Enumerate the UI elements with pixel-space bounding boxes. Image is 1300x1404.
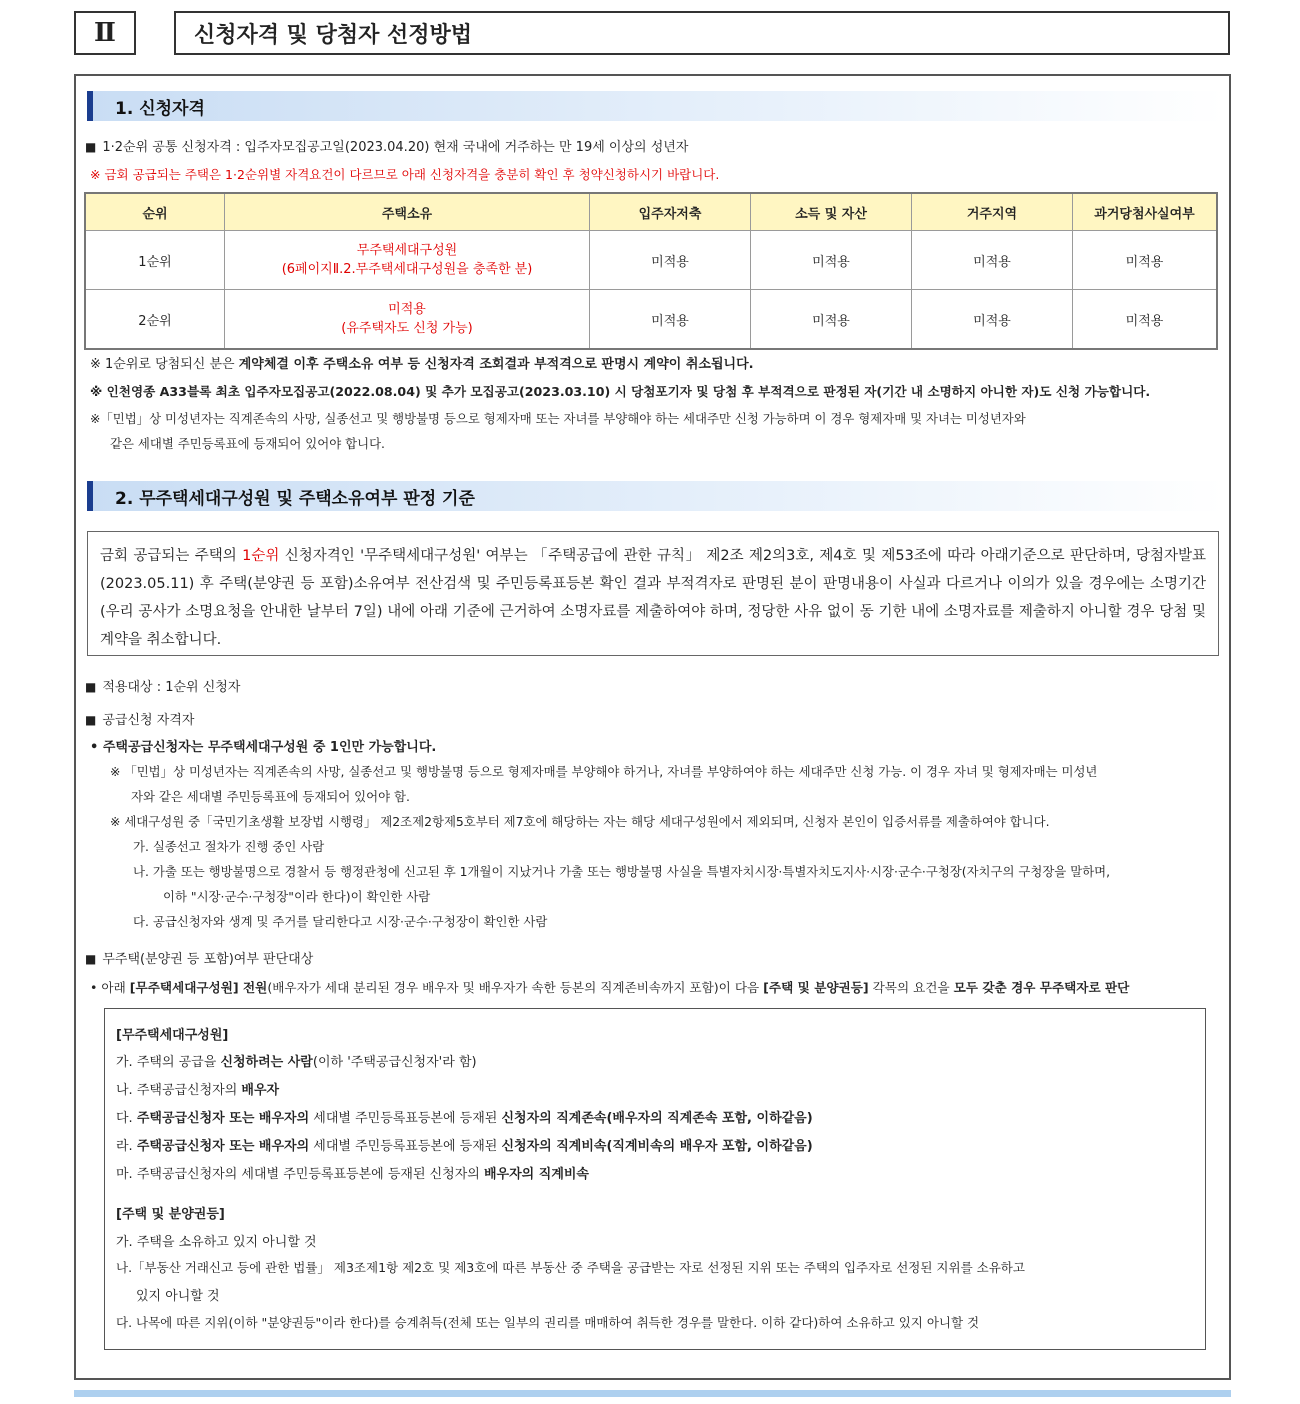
- header-residence: 거주지역: [912, 193, 1073, 231]
- ownership-line1: 무주택세대구성원: [356, 243, 458, 258]
- criteria-intro-box: [87, 531, 1219, 656]
- nohouse-title-text: 무주택(분양권 등 포함)여부 판단대상: [102, 952, 314, 967]
- intro-b: 신청자격인 '무주택세대구성원' 여부는 「주택공급에 관한 규칙」 제2조 제2의3호, 제4호 및 제53조에 따라 아래기준으로 판단하며, 당첨자발표(2023.05.11) 후 주택(분양권 등 포함)소유여부 전산검색 및 주민등록표등본 확인 결과 부적격자로 판명된 분이 판명내용이 사실과 다르거나 이의가 있을 경우에는 소명기간(우리 공사가 소명요청을 안내한 날부터 7일) 내에 아래 기준에 근거하여 소명자료를 제출하여야 하며, 정당한 사유 없이 동 기한 내에 소명자료를 제출하지 아니할 경우 당첨 및 계약을 취소합니다.: [100, 548, 1207, 648]
- criteria-group1-title: [무주택세대구성원]: [116, 1028, 229, 1043]
- exclusion-ga: 가. 실종선고 절차가 진행 중인 사람: [133, 839, 325, 854]
- g1-da-a: 다.: [116, 1111, 137, 1126]
- nohouse-f: 모두 갖춘 경우 무주택자로 판단: [953, 980, 1130, 995]
- cell-ownership: [225, 290, 590, 350]
- cell-income: 미적용: [751, 290, 912, 350]
- criteria-g1-ma: [116, 1163, 589, 1182]
- note-reapply: ※ 인천영종 A33블록 최초 입주자모집공고(2022.08.04) 및 추가 모집공고(2023.03.10) 시 당첨포기자 및 당첨 후 부적격으로 판정된 자(기간 내 소명하지 아니한 자)도 신청 가능합니다.: [90, 384, 1151, 399]
- note-minor2-line1: ※ 「민법」상 미성년자는 직계존속의 사망, 실종선고 및 행방불명 등으로 형제자매를 부양해야 하거나, 자녀를 부양하여야 하는 세대주만 신청 가능. 이 경우 자녀 및 형제자매는 미성년: [110, 764, 1098, 779]
- qualified-title-text: 공급신청 자격자: [102, 713, 195, 728]
- page-title: [174, 11, 1230, 55]
- cell-income: 미적용: [751, 231, 912, 290]
- g1-ra-c: 세대별 주민등록표등본에 등재된: [309, 1139, 502, 1154]
- note-cancel: [90, 353, 754, 372]
- common-qualification-text: 1·2순위 공통 신청자격 : 입주자모집공고일(2023.04.20) 현재 국내에 거주하는 만 19세 이상의 성년자: [102, 140, 689, 155]
- nohouse-desc: [90, 977, 1129, 996]
- nohouse-e: 각목의 요건을: [868, 980, 954, 995]
- criteria-g1-da: [116, 1107, 813, 1126]
- criteria-g2-na-line2: 있지 아니할 것: [136, 1289, 220, 1304]
- exclusion-na-line2: 이하 "시장·군수·구청장"이라 한다)이 확인한 사람: [163, 889, 431, 904]
- cell-ownership: [225, 231, 590, 290]
- section1-heading: [87, 91, 1225, 121]
- table-row: [85, 290, 1217, 350]
- exclusion-na-line1: 나. 가출 또는 행방불명으로 경찰서 등 행정관청에 신고된 후 1개월이 지났거나 가출 또는 행방불명 사실을 특별자치시장·특별자치도지사·시장·군수·구청장(자치구의 구청장을 말하며,: [133, 864, 1111, 879]
- ownership-line1: 미적용: [388, 302, 426, 317]
- warning-note: ※ 금회 공급되는 주택은 1·2순위별 자격요건이 다르므로 아래 신청자격을 충분히 확인 후 청약신청하시기 바랍니다.: [90, 167, 720, 182]
- criteria-g2-da: 다. 나목에 따른 지위(이하 "분양권등"이라 한다)를 승계취득(전체 또는 일부의 권리를 매매하여 취득한 경우를 말한다. 이하 같다)하여 소유하고 있지 아니할 것: [116, 1315, 980, 1330]
- cell-savings: 미적용: [590, 290, 751, 350]
- table-header-row: [85, 193, 1217, 231]
- note-cancel-a: ※ 1순위로 당첨되신 분은: [90, 357, 239, 372]
- section2-heading: [87, 481, 1225, 511]
- cell-rank: 2순위: [85, 290, 225, 350]
- note-minor-line1: ※「민법」상 미성년자는 직계존속의 사망, 실종선고 및 행방불명 등으로 형제자매 또는 자녀를 부양해야 하는 세대주만 신청 가능하며 이 경우 형제자매 및 자녀는 미성년자와: [90, 411, 1026, 426]
- header-savings: 입주자저축: [590, 193, 751, 231]
- note-cancel-b: 계약체결 이후 주택소유 여부 등 신청자격 조회결과 부적격으로 판명시 계약이 취소됩니다.: [238, 357, 754, 372]
- intro-a: 금회 공급되는 주택의: [100, 548, 243, 564]
- bullet-one-person: • 주택공급신청자는 무주택세대구성원 중 1인만 가능합니다.: [90, 740, 437, 755]
- g1-da-d: 신청자의 직계존속(배우자의 직계존속 포함, 이하같음): [501, 1111, 813, 1126]
- section-roman-numeral: Ⅱ: [74, 11, 136, 55]
- exclusion-da: 다. 공급신청자와 생계 및 주거를 달리한다고 시장·군수·구청장이 확인한 사람: [133, 914, 548, 929]
- criteria-g2-ga: 가. 주택을 소유하고 있지 아니할 것: [116, 1235, 317, 1250]
- criteria-g1-ra: [116, 1135, 813, 1154]
- note-exclusion: ※ 세대구성원 중「국민기초생활 보장법 시행령」 제2조제2항제5호부터 제7호에 해당하는 자는 해당 세대구성원에서 제외되며, 신청자 본인이 입증서류를 제출하여야 합니다.: [110, 814, 1050, 829]
- nohouse-d: [주택 및 분양권등]: [763, 980, 869, 995]
- g1-ra-d: 신청자의 직계비속(직계비속의 배우자 포함, 이하같음): [501, 1139, 813, 1154]
- table-row: [85, 231, 1217, 290]
- cell-past-win: 미적용: [1073, 231, 1218, 290]
- criteria-g1-na: [116, 1079, 279, 1098]
- g1-da-c: 세대별 주민등록표등본에 등재된: [309, 1111, 502, 1126]
- apply-target-text: 적용대상 : 1순위 신청자: [102, 680, 241, 695]
- page-title-text: 신청자격 및 당첨자 선정방법: [194, 22, 473, 48]
- nohouse-b: [무주택세대구성원] 전원: [129, 980, 268, 995]
- g1-ma-a: 마. 주택공급신청자의 세대별 주민등록표등본에 등재된 신청자의: [116, 1167, 484, 1182]
- g1-ga-b: 신청하려는 사람: [220, 1055, 313, 1070]
- g1-ma-b: 배우자의 직계비속: [484, 1167, 589, 1182]
- note-minor-line2: 같은 세대별 주민등록표에 등재되어 있어야 합니다.: [110, 436, 385, 451]
- nohouse-a: • 아래: [90, 980, 130, 995]
- cell-past-win: 미적용: [1073, 290, 1218, 350]
- bottom-divider: [74, 1390, 1231, 1397]
- g1-ra-b: 주택공급신청자 또는 배우자의: [136, 1139, 310, 1154]
- ownership-line2: (유주택자도 신청 가능): [341, 321, 473, 336]
- header-rank: 순위: [85, 193, 225, 231]
- criteria-group2-title: [주택 및 분양권등]: [116, 1207, 225, 1222]
- ownership-line2: (6페이지Ⅱ.2.무주택세대구성원을 충족한 분): [281, 262, 533, 277]
- apply-target: [85, 676, 240, 695]
- section2-heading-text: 2. 무주택세대구성원 및 주택소유여부 판정 기준: [115, 488, 475, 509]
- cell-residence: 미적용: [912, 290, 1073, 350]
- qualification-table: [84, 192, 1218, 350]
- header-past-win: 과거당첨사실여부: [1073, 193, 1218, 231]
- criteria-g2-na-line1: 나.「부동산 거래신고 등에 관한 법률」 제3조제1항 제2호 및 제3호에 따른 부동산 중 주택을 공급받는 자로 선정된 지위 또는 주택의 입주자로 선정된 지위를 소유하고: [116, 1260, 1025, 1275]
- cell-savings: 미적용: [590, 231, 751, 290]
- cell-rank: 1순위: [85, 231, 225, 290]
- g1-da-b: 주택공급신청자 또는 배우자의: [136, 1111, 310, 1126]
- header-income: 소득 및 자산: [751, 193, 912, 231]
- note-minor2-line2: 자와 같은 세대별 주민등록표에 등재되어 있어야 함.: [131, 789, 410, 804]
- cell-residence: 미적용: [912, 231, 1073, 290]
- nohouse-c: (배우자가 세대 분리된 경우 배우자 및 배우자가 속한 등본의 직계존비속까지 포함)이 다음: [267, 980, 764, 995]
- section1-heading-text: 1. 신청자격: [115, 98, 205, 119]
- common-qualification: [85, 136, 688, 155]
- intro-rank: 1순위: [242, 548, 280, 564]
- g1-ga-a: 가. 주택의 공급을: [116, 1055, 221, 1070]
- g1-ra-a: 라.: [116, 1139, 137, 1154]
- qualified-title: [85, 709, 194, 728]
- header-ownership: 주택소유: [225, 193, 590, 231]
- nohouse-title: [85, 948, 313, 967]
- criteria-g1-ga: [116, 1051, 477, 1070]
- g1-na-a: 나. 주택공급신청자의: [116, 1083, 242, 1098]
- g1-ga-c: (이하 '주택공급신청자'라 함): [312, 1055, 477, 1070]
- g1-na-b: 배우자: [241, 1083, 280, 1098]
